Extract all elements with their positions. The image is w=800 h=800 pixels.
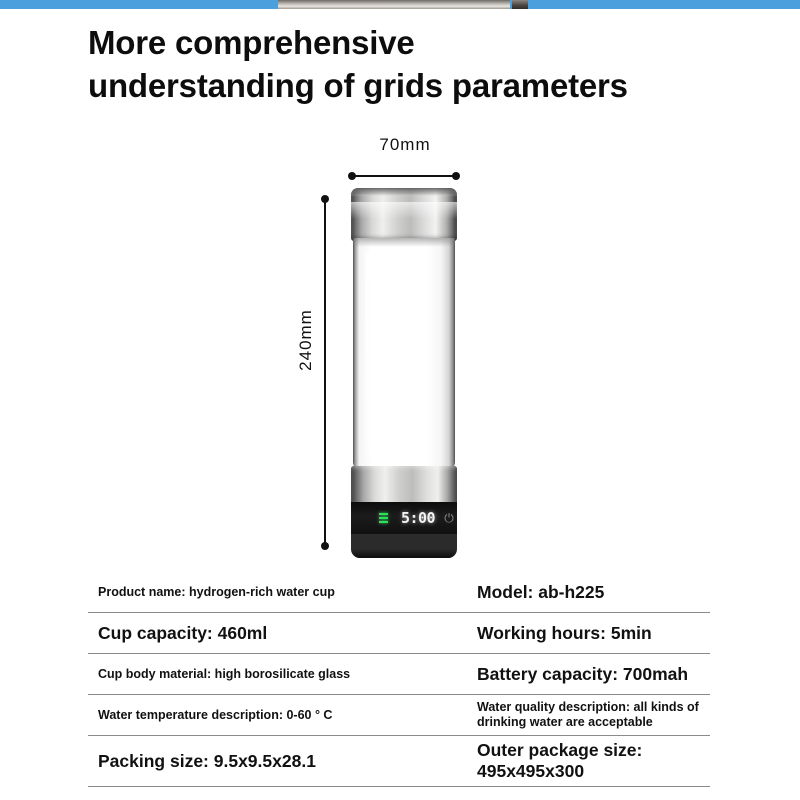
top-strip-fragment [278, 0, 510, 9]
table-row [88, 695, 710, 736]
height-dimension-line [324, 197, 326, 548]
top-strip-fragment-edge [512, 0, 528, 9]
height-dimension-endpoint-top [321, 195, 329, 203]
width-dimension-line [350, 175, 458, 177]
height-dimension-label: 240mm [296, 309, 315, 371]
table-row [88, 613, 710, 654]
top-image-strip [0, 0, 800, 9]
led-display-panel [351, 502, 457, 534]
bottle-cap [351, 188, 457, 241]
spec-cell-left: Product name: hydrogen-rich water cup [98, 584, 335, 599]
width-dimension-label: 70mm [379, 135, 431, 154]
table-row [88, 654, 710, 695]
page-title-line-2: understanding of grids parameters [88, 66, 628, 104]
spec-cell-right: Battery capacity: 700mah [477, 663, 689, 684]
water-bottle-image [349, 188, 459, 560]
page-title [88, 22, 728, 107]
spec-cell-right: Water quality description: all kinds of drinking water are acceptable [477, 700, 699, 729]
spec-cell-left: Packing size: 9.5x9.5x28.1 [98, 750, 316, 771]
power-icon: ⏻ [444, 511, 454, 525]
page-title-line-1: More comprehensive [88, 24, 415, 61]
bottle-base-lower-band [351, 532, 457, 558]
spec-cell-right: Working hours: 5min [477, 622, 652, 643]
width-dimension-endpoint-right [452, 172, 460, 180]
battery-level-icon [379, 513, 388, 523]
table-row [88, 736, 710, 787]
bottle-base-upper-band [351, 466, 457, 504]
bottle-cap-highlight [351, 202, 457, 219]
specification-table [88, 572, 710, 787]
width-dimension-endpoint-left [348, 172, 356, 180]
bottle-base-unit [351, 466, 457, 558]
spec-cell-left: Cup body material: high borosilicate glass [98, 666, 351, 681]
spec-cell-left: Cup capacity: 460ml [98, 622, 268, 643]
bottle-glass-highlight [365, 252, 377, 454]
bottle-base-shadow [351, 549, 457, 558]
table-row [88, 572, 710, 613]
spec-cell-left: Water temperature description: 0-60 ° C [98, 707, 333, 722]
spec-cell-right: Model: ab-h225 [477, 581, 605, 602]
timer-readout: 5:00 [400, 509, 436, 527]
spec-cell-right: Outer package size: 495x495x300 [477, 740, 643, 781]
bottle-glass-body [353, 238, 455, 470]
bottle-glass-neck [353, 238, 455, 247]
height-dimension-endpoint-bottom [321, 542, 329, 550]
bottle-cap-top [351, 188, 457, 196]
